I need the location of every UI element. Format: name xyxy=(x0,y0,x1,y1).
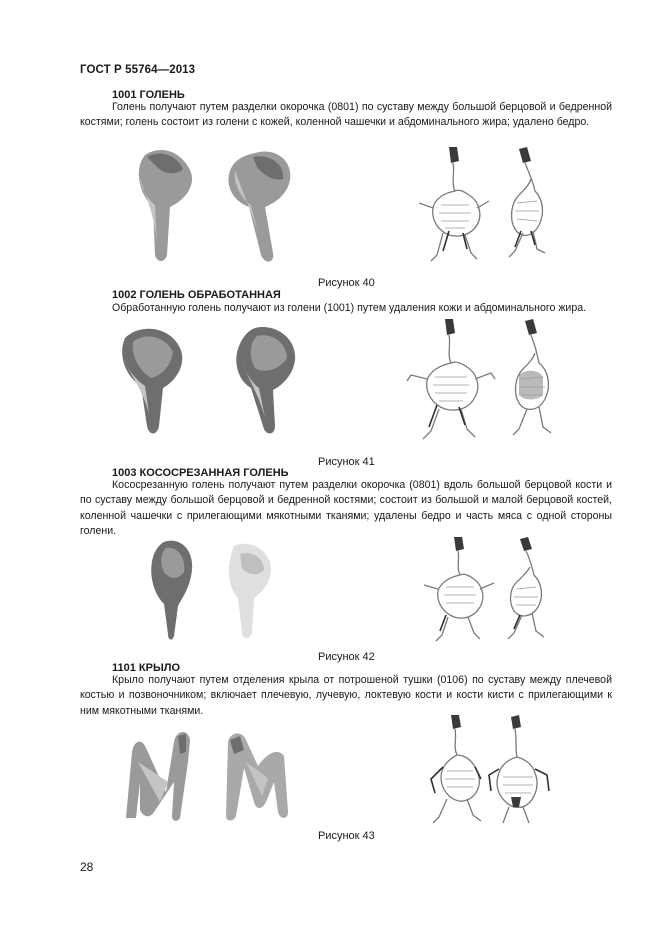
figure-caption-43: Рисунок 43 xyxy=(318,830,375,842)
section-text-1101: Крыло получают путем отделения крыла от потрошеной тушки (0106) по суставу между плечевой костью и позвоночником; включает плечевую, лучевую, локтевую кости и кости кисти с прилегающими к ним мякотными тканями. xyxy=(80,674,612,717)
figure-40-skeleton-diagram xyxy=(405,143,570,268)
figure-41-trimmed-drumsticks-image xyxy=(115,318,315,440)
section-text-1002: Обработанную голень получают из голени (1001) путем удаления кожи и абдоминального жира. xyxy=(112,302,587,314)
section-heading-1003: 1003 КОСОСРЕЗАННАЯ ГОЛЕНЬ xyxy=(112,467,289,479)
section-text-1003: Кососрезанную голень получают путем разделки окорочка (0801) вдоль большой берцовой кости и по суставу между большой берцовой и бедренной костями; состоит из большой и малой берцовой костей, коленной чашечки с прилегающими мякотными тканями; удалены бедро и часть мяса с одной стороны голени. xyxy=(80,479,612,537)
section-heading-1001: 1001 ГОЛЕНЬ xyxy=(112,89,185,101)
section-heading-1002: 1002 ГОЛЕНЬ ОБРАБОТАННАЯ xyxy=(112,289,281,301)
page-number: 28 xyxy=(80,860,94,874)
figure-43-skeleton-diagram xyxy=(425,713,570,829)
figure-42-oblique-drumsticks-image xyxy=(142,536,292,642)
figure-42-skeleton-diagram xyxy=(418,535,568,643)
figure-caption-42: Рисунок 42 xyxy=(318,651,375,663)
figure-40-drumsticks-image xyxy=(125,145,305,270)
figure-caption-41: Рисунок 41 xyxy=(318,456,375,468)
document-header: ГОСТ Р 55764—2013 xyxy=(80,64,196,76)
figure-41-skeleton-diagram xyxy=(405,317,570,445)
section-heading-1101: 1101 КРЫЛО xyxy=(112,662,181,674)
figure-caption-40: Рисунок 40 xyxy=(318,277,375,289)
section-text-1001: Голень получают путем разделки окорочка (0801) по суставу между большой берцовой и бедренной костями; голень состоит из голени с кожей, коленной чашечки и абдоминального жира; удалено бедро. xyxy=(80,101,612,129)
figure-43-wings-image xyxy=(118,722,293,822)
